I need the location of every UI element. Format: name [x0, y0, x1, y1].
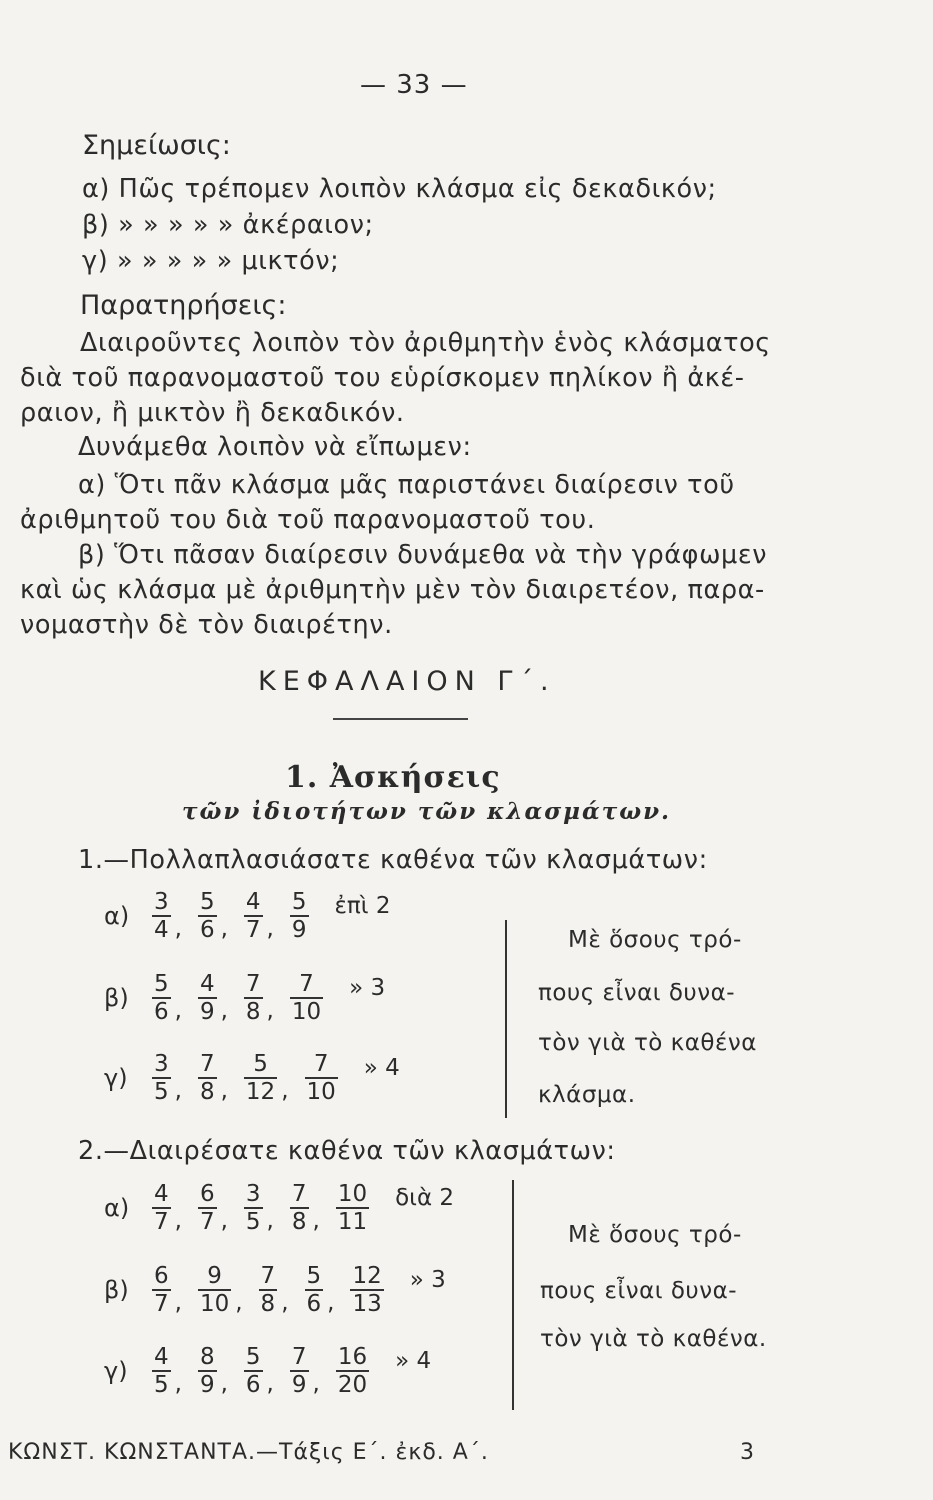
row-label: γ) [104, 1357, 128, 1385]
chapter-title: ΚΕΦΑΛΑΙΟΝ Γ΄. [258, 666, 556, 697]
comma: , [312, 1208, 320, 1234]
fraction [198, 1264, 231, 1316]
operation-label: ἐπὶ 2 [334, 893, 391, 919]
comma: , [266, 1208, 274, 1234]
section-title: 1. Ἀσκήσεις [285, 760, 501, 795]
fraction [198, 1345, 217, 1397]
footer-signature: 3 [740, 1440, 755, 1465]
comma: , [174, 916, 182, 942]
operation-label: » 4 [363, 1055, 400, 1081]
exercise-2-prompt: 2.—Διαιρέσατε καθένα τῶν κλασμάτων: [78, 1136, 616, 1166]
numerator: 5 [291, 889, 307, 916]
numerator: 5 [154, 971, 169, 998]
fraction [198, 890, 217, 942]
numerator: 5 [253, 1051, 268, 1078]
comma: , [312, 1371, 320, 1397]
denominator: 8 [260, 1290, 276, 1317]
fraction [244, 1182, 263, 1234]
numerator: 5 [245, 1344, 261, 1371]
denominator: 6 [154, 998, 169, 1025]
numerator: 7 [291, 1344, 307, 1371]
numerator: 6 [199, 1181, 215, 1208]
denominator: 9 [291, 916, 307, 943]
denominator: 6 [245, 1371, 261, 1398]
comma: , [235, 1290, 243, 1316]
note-c: γ) » » » » » μικτόν; [82, 246, 340, 276]
denominator: 6 [199, 916, 215, 943]
obs-line: ἀριθμητοῦ του διὰ τοῦ παρανομαστοῦ του. [20, 505, 596, 535]
denominator: 20 [337, 1371, 368, 1398]
exercise-2-brace [512, 1180, 514, 1410]
comma: , [174, 1371, 182, 1397]
fraction [244, 1345, 263, 1397]
comma: , [220, 916, 228, 942]
fraction [152, 1182, 171, 1234]
note-b: β) » » » » » ἀκέραιον; [82, 210, 374, 240]
numerator: 6 [154, 1263, 169, 1290]
numerator: 4 [199, 971, 215, 998]
exercise-row [104, 972, 385, 1024]
numerator: 5 [199, 889, 215, 916]
denominator: 4 [154, 916, 169, 943]
numerator: 7 [245, 971, 261, 998]
comma: , [281, 1078, 289, 1104]
obs-line: Δυνάμεθα λοιπὸν νὰ εἴπωμεν: [78, 432, 472, 462]
numerator: 7 [313, 1051, 329, 1078]
row-label: γ) [104, 1064, 128, 1092]
fraction [259, 1264, 278, 1316]
exercise-1-prompt: 1.—Πολλαπλασιάσατε καθένα τῶν κλασμάτων: [78, 845, 708, 875]
fraction [336, 1345, 369, 1397]
numerator: 7 [291, 1181, 307, 1208]
operation-label: » 4 [395, 1348, 432, 1374]
comma: , [220, 1078, 228, 1104]
numerator: 3 [245, 1181, 261, 1208]
operation-label: διὰ 2 [395, 1185, 455, 1211]
notes-heading: Σημείωσις: [82, 130, 231, 161]
denominator: 10 [306, 1078, 336, 1105]
fraction [198, 1052, 217, 1104]
numerator: 16 [337, 1344, 368, 1371]
numerator: 3 [154, 889, 169, 916]
comma: , [220, 1208, 228, 1234]
divider [333, 718, 468, 720]
exercise-row [104, 1182, 454, 1234]
row-label: α) [104, 902, 130, 930]
page-number: — 33 — [360, 70, 468, 100]
denominator: 11 [337, 1208, 368, 1235]
fraction [290, 890, 309, 942]
fraction [152, 1264, 171, 1316]
comma: , [174, 998, 182, 1024]
fraction [152, 890, 171, 942]
denominator: 6 [306, 1290, 322, 1317]
denominator: 9 [291, 1371, 307, 1398]
fraction [336, 1182, 369, 1234]
comma: , [174, 1290, 182, 1316]
exercise-1-note: Μὲ ὅσους τρό- [568, 927, 742, 953]
fraction [198, 972, 217, 1024]
fraction [244, 972, 263, 1024]
denominator: 7 [245, 916, 261, 943]
denominator: 13 [352, 1290, 382, 1317]
footer-text: ΚΩΝΣΤ. ΚΩΝΣΤΑΝΤΑ.—Τάξις Ε΄. ἐκδ. Α΄. [8, 1440, 489, 1465]
exercise-2-note: πους εἶναι δυνα- [540, 1278, 738, 1304]
denominator: 8 [199, 1078, 215, 1105]
comma: , [174, 1078, 182, 1104]
fraction [290, 1345, 309, 1397]
numerator: 4 [245, 889, 261, 916]
denominator: 10 [199, 1290, 230, 1317]
comma: , [281, 1290, 289, 1316]
exercise-2-note: τὸν γιὰ τὸ καθένα. [540, 1326, 767, 1352]
comma: , [174, 1208, 182, 1234]
exercise-row [104, 1345, 431, 1397]
denominator: 9 [199, 998, 215, 1025]
denominator: 8 [245, 998, 261, 1025]
exercise-2-note: Μὲ ὅσους τρό- [568, 1222, 742, 1248]
obs-line: καὶ ὡς κλάσμα μὲ ἀριθμητὴν μὲν τὸν διαιρετέον, παρα- [20, 575, 765, 605]
exercise-row [104, 890, 391, 942]
comma: , [327, 1290, 335, 1316]
fraction [152, 972, 171, 1024]
denominator: 7 [154, 1208, 169, 1235]
note-a: α) Πῶς τρέπομεν λοιπὸν κλάσμα εἰς δεκαδικόν; [82, 174, 717, 204]
exercise-1-brace [505, 920, 507, 1118]
obs-line: α) Ὅτι πᾶν κλάσμα μᾶς παριστάνει διαίρεσιν τοῦ [78, 470, 735, 500]
obs-line: ραιον, ἢ μικτὸν ἢ δεκαδικόν. [20, 398, 405, 428]
exercise-1-note: τὸν γιὰ τὸ καθένα [538, 1030, 757, 1056]
fraction [350, 1264, 383, 1316]
numerator: 7 [199, 1051, 215, 1078]
comma: , [266, 998, 274, 1024]
row-label: α) [104, 1194, 130, 1222]
fraction [305, 1264, 324, 1316]
obs-line: Διαιροῦντες λοιπὸν τὸν ἀριθμητὴν ἑνὸς κλάσματος [80, 328, 771, 358]
denominator: 8 [291, 1208, 307, 1235]
fraction [152, 1345, 171, 1397]
operation-label: » 3 [349, 975, 386, 1001]
denominator: 12 [245, 1078, 276, 1105]
denominator: 7 [154, 1290, 169, 1317]
numerator: 3 [154, 1051, 169, 1078]
fraction [290, 1182, 309, 1234]
comma: , [266, 1371, 274, 1397]
section-subtitle: τῶν ἰδιοτήτων τῶν κλασμάτων. [182, 798, 672, 825]
fraction [305, 1052, 338, 1104]
denominator: 5 [154, 1078, 169, 1105]
row-label: β) [104, 984, 129, 1012]
exercise-1-note: πους εἶναι δυνα- [538, 980, 736, 1006]
numerator: 7 [299, 971, 314, 998]
numerator: 7 [260, 1263, 276, 1290]
numerator: 12 [352, 1263, 382, 1290]
denominator: 9 [199, 1371, 215, 1398]
observations-heading: Παρατηρήσεις: [80, 290, 287, 321]
comma: , [220, 998, 228, 1024]
denominator: 5 [154, 1371, 169, 1398]
row-label: β) [104, 1276, 129, 1304]
fraction [198, 1182, 217, 1234]
fraction [152, 1052, 171, 1104]
operation-label: » 3 [409, 1267, 446, 1293]
comma: , [220, 1371, 228, 1397]
numerator: 10 [337, 1181, 368, 1208]
numerator: 5 [306, 1263, 322, 1290]
obs-line: β) Ὅτι πᾶσαν διαίρεσιν δυνάμεθα νὰ τὴν γράφωμεν [78, 540, 768, 570]
obs-line: νομαστὴν δὲ τὸν διαιρέτην. [20, 610, 393, 640]
fraction [290, 972, 323, 1024]
exercise-row [104, 1052, 400, 1104]
exercise-1-note: κλάσμα. [538, 1082, 636, 1108]
numerator: 4 [154, 1344, 169, 1371]
numerator: 4 [154, 1181, 169, 1208]
numerator: 9 [207, 1263, 222, 1290]
comma: , [266, 916, 274, 942]
exercise-row [104, 1264, 446, 1316]
numerator: 8 [199, 1344, 215, 1371]
denominator: 10 [291, 998, 322, 1025]
obs-line: διὰ τοῦ παρανομαστοῦ του εὑρίσκομεν πηλίκον ἢ ἀκέ- [20, 363, 745, 393]
fraction [244, 890, 263, 942]
denominator: 5 [245, 1208, 261, 1235]
fraction [244, 1052, 277, 1104]
denominator: 7 [199, 1208, 215, 1235]
